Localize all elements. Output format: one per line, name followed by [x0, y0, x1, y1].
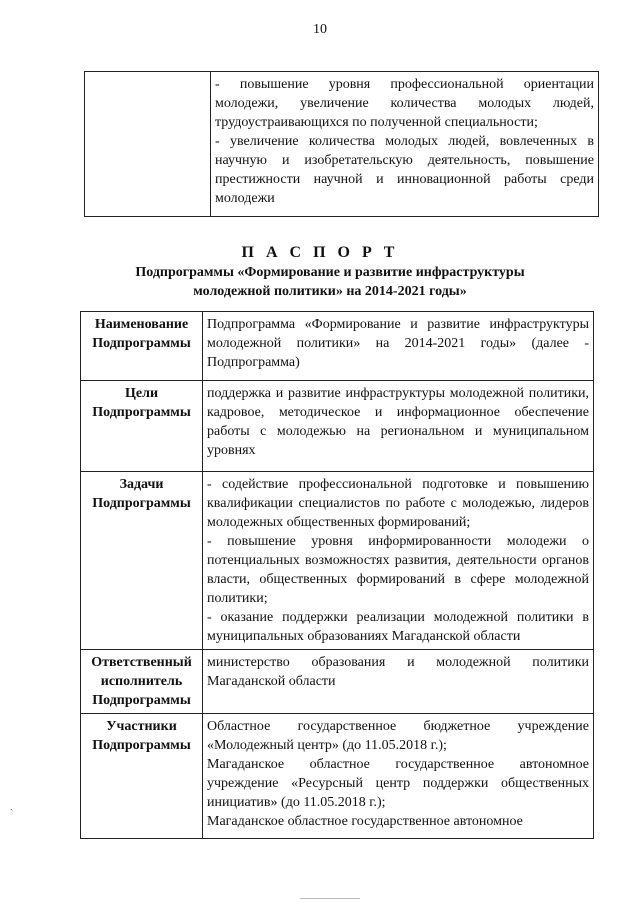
- value-paragraph: Подпрограмма «Формирование и развитие инфраструктуры молодежной политики» на 2014-2021 годы» (далее - Подпрограмма): [207, 317, 589, 370]
- row-label: Задачи Подпрограммы: [81, 472, 203, 650]
- table-row: [81, 312, 594, 381]
- value-paragraph: - повышение уровня профессиональной ориентации молодежи, увеличение количества молодых людей, трудоустраивающихся по полученной специальности;: [215, 77, 594, 130]
- row-value: [203, 472, 594, 650]
- table-row: [81, 714, 594, 839]
- value-paragraph: Областное государственное бюджетное учреждение «Молодежный центр» (до 11.05.2018 г.);: [207, 719, 589, 753]
- value-paragraph: министерство образования и молодежной политики Магаданской области: [207, 655, 589, 689]
- passport-table: [80, 311, 594, 839]
- value-paragraph: - оказание поддержки реализации молодежной политики в муниципальных образованиях Магаданской области: [207, 610, 589, 644]
- value-paragraph: Магаданское областное государственное автономное: [207, 814, 523, 829]
- row-value: [203, 714, 594, 839]
- row-label: Ответственный исполнитель Подпрограммы: [81, 650, 203, 714]
- value-paragraph: - повышение уровня информированности молодежи о потенциальных возможностях развития, деятельности органов власти, общественных формирований в сфере молодежной политики;: [207, 534, 589, 606]
- value-paragraph: - содействие профессиональной подготовке и повышению квалификации специалистов по работе с молодежью, лидеров молодежных общественных формирований;: [207, 477, 589, 530]
- passport-title: П А С П О Р Т: [241, 244, 399, 261]
- value-paragraph: поддержка и развитие инфраструктуры молодежной политики, кадровое, методическое и информационное обеспечение работы с молодежью на региональном и муниципальном уровнях: [207, 386, 589, 458]
- passport-heading: [0, 243, 640, 301]
- table-row: [81, 472, 594, 650]
- scan-edge-line: [300, 898, 360, 899]
- row-label: Цели Подпрограммы: [81, 381, 203, 472]
- row-label: Участники Подпрограммы: [81, 714, 203, 839]
- continued-table-value-cell: [211, 72, 599, 217]
- row-value: [203, 650, 594, 714]
- passport-subtitle: Подпрограммы «Формирование и развитие инфраструктуры молодежной политики» на 2014-2021 годы»: [135, 265, 525, 299]
- value-paragraph: Магаданское областное государственное автономное учреждение «Ресурсный центр поддержки общественных инициатив» (до 11.05.2018 г.);: [207, 757, 589, 810]
- scan-mark: ˏ: [10, 800, 14, 811]
- row-value: [203, 381, 594, 472]
- continued-table: [84, 71, 599, 217]
- row-value: [203, 312, 594, 381]
- table-row: [81, 381, 594, 472]
- continued-table-label-cell: [85, 72, 211, 217]
- table-row: [81, 650, 594, 714]
- page-number: 10: [313, 22, 327, 37]
- row-label: Наименование Подпрограммы: [81, 312, 203, 381]
- value-paragraph: - увеличение количества молодых людей, вовлеченных в научную и изобретательскую деятельность, повышение престижности научной и инновационной работы среди молодежи: [215, 134, 594, 206]
